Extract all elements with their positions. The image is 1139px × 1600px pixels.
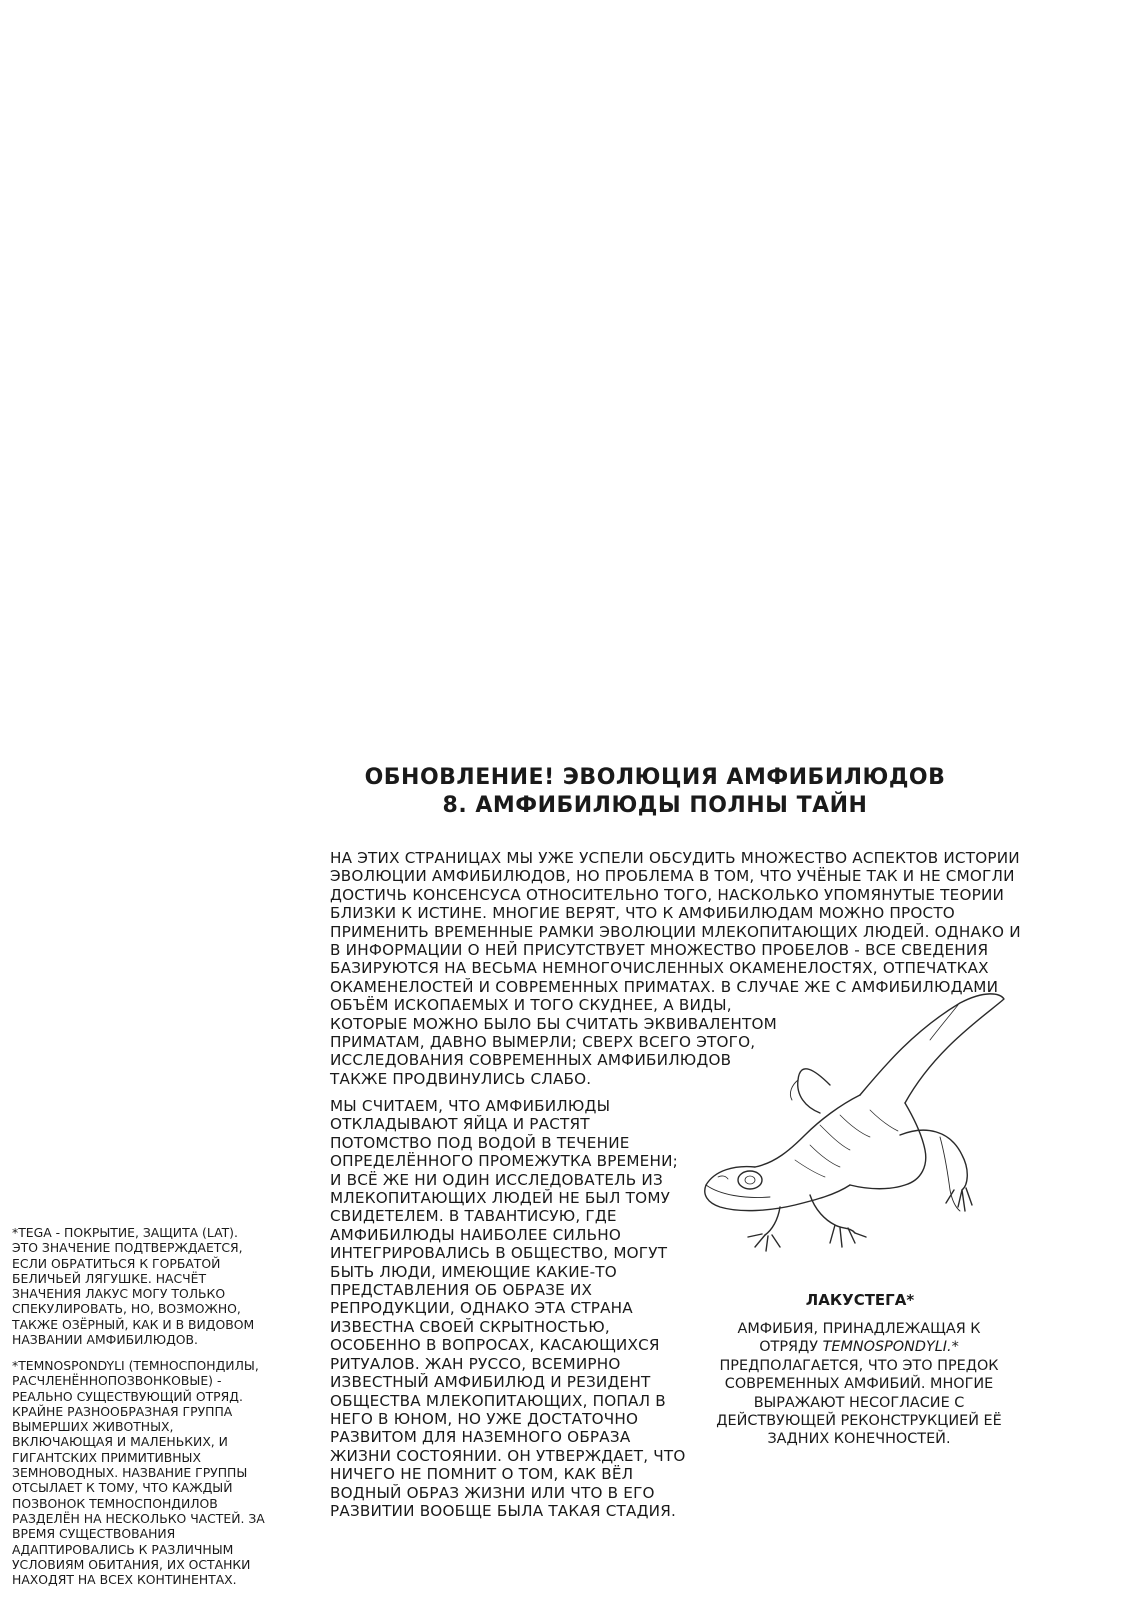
- text-line: НАХОДЯТ НА ВСЕХ КОНТИНЕНТАХ.: [12, 1572, 237, 1588]
- amphibian-illustration-icon: [700, 985, 1010, 1260]
- text-line: ВЫРАЖАЮТ НЕСОГЛАСИЕ С: [753, 1394, 965, 1411]
- text-line: АМФИБИЛЮДЫ НАИБОЛЕЕ СИЛЬНО: [330, 1225, 621, 1244]
- text-line: НИЧЕГО НЕ ПОМНИТ О ТОМ, КАК ВЁЛ: [330, 1465, 634, 1484]
- text-line: МЛЕКОПИТАЮЩИХ ЛЮДЕЙ НЕ БЫЛ ТОМУ: [330, 1189, 671, 1208]
- text-line: [700, 1338, 1018, 1356]
- text-line: ИЗВЕСТНЫЙ АМФИБИЛЮД И РЕЗИДЕНТ: [330, 1373, 651, 1392]
- text-line: И ВСЁ ЖЕ НИ ОДИН ИССЛЕДОВАТЕЛЬ ИЗ: [330, 1170, 663, 1189]
- text-line: ПРЕДПОЛАГАЕТСЯ, ЧТО ЭТО ПРЕДОК: [719, 1357, 999, 1374]
- text-line: ТАКЖЕ ПРОДВИНУЛИСЬ СЛАБО.: [330, 1069, 592, 1088]
- text-line: СВИДЕТЕЛЕМ. В ТАВАНТИСУЮ, ГДЕ: [330, 1207, 617, 1226]
- text-line: ЭВОЛЮЦИИ АМФИБИЛЮДОВ, НО ПРОБЛЕМА В ТОМ, ЧТО УЧЁНЫЕ ТАК И НЕ СМОГЛИ: [330, 867, 1015, 886]
- latin-term: TEMNOSPONDYLI.*: [822, 1339, 959, 1356]
- text-line: МЫ СЧИТАЕМ, ЧТО АМФИБИЛЮДЫ: [330, 1097, 611, 1115]
- footnote-temnospondyli: [12, 1358, 265, 1587]
- text-line: ОБЪЁМ ИСКОПАЕМЫХ И ТОГО СКУДНЕЕ, А ВИДЫ,: [330, 996, 732, 1015]
- text-line: ПРЕДСТАВЛЕНИЯ ОБ ОБРАЗЕ ИХ: [330, 1281, 593, 1300]
- text-line: ПОТОМСТВО ПОД ВОДОЙ В ТЕЧЕНИЕ: [330, 1133, 630, 1152]
- text-line: БЫТЬ ЛЮДИ, ИМЕЮЩИЕ КАКИЕ-ТО: [330, 1262, 617, 1281]
- text-line: ОТКЛАДЫВАЮТ ЯЙЦА И РАСТЯТ: [330, 1115, 590, 1134]
- text-line: СПЕКУЛИРОВАТЬ, НО, ВОЗМОЖНО,: [12, 1301, 241, 1317]
- text-line: В ИНФОРМАЦИИ О НЕЙ ПРИСУТСТВУЕТ МНОЖЕСТВО ПРОБЕЛОВ - ВСЕ СВЕДЕНИЯ: [330, 941, 989, 960]
- text-line: ИНТЕГРИРОВАЛИСЬ В ОБЩЕСТВО, МОГУТ: [330, 1244, 668, 1263]
- text-line: РАЗВИТОМ ДЛЯ НАЗЕМНОГО ОБРАЗА: [330, 1428, 631, 1447]
- body-paragraph-2: [330, 1097, 686, 1520]
- text-line: ЭТО ЗНАЧЕНИЕ ПОДТВЕРЖДАЕТСЯ,: [12, 1240, 243, 1256]
- text-line: ЗНАЧЕНИЯ ЛАКУС МОГУ ТОЛЬКО: [12, 1286, 226, 1302]
- text-line: *TEGA - ПОКРЫТИЕ, ЗАЩИТА (LAT).: [12, 1225, 238, 1240]
- text-line: РАЗВИТИИ ВООБЩЕ БЫЛА ТАКАЯ СТАДИЯ.: [330, 1501, 677, 1520]
- text-line: ОСОБЕННО В ВОПРОСАХ, КАСАЮЩИХСЯ: [330, 1336, 660, 1355]
- text-line: АДАПТИРОВАЛИСЬ К РАЗЛИЧНЫМ: [12, 1541, 234, 1557]
- text-line: НАЗВАНИИ АМФИБИЛЮДОВ.: [12, 1332, 198, 1348]
- text-line: ВРЕМЯ СУЩЕСТВОВАНИЯ: [12, 1526, 176, 1542]
- text-line: ЖИЗНИ СОСТОЯНИИ. ОН УТВЕРЖДАЕТ, ЧТО: [330, 1446, 686, 1465]
- text-line: ОТСЫЛАЕТ К ТОМУ, ЧТО КАЖДЫЙ: [12, 1480, 233, 1496]
- text-line: ПРИМАТАМ, ДАВНО ВЫМЕРЛИ; СВЕРХ ВСЕГО ЭТОГО,: [330, 1033, 756, 1052]
- text-line: ТАКЖЕ ОЗЁРНЫЙ, КАК И В ВИДОВОМ: [12, 1316, 255, 1332]
- text-line: ВОДНЫЙ ОБРАЗ ЖИЗНИ ИЛИ ЧТО В ЕГО: [330, 1483, 655, 1502]
- text-line: ИССЛЕДОВАНИЯ СОВРЕМЕННЫХ АМФИБИЛЮДОВ: [330, 1051, 732, 1070]
- text-line: ЗЕМНОВОДНЫХ. НАЗВАНИЕ ГРУППЫ: [12, 1465, 248, 1481]
- text-line: ДОСТИЧЬ КОНСЕНСУСА ОТНОСИТЕЛЬНО ТОГО, НАСКОЛЬКО УПОМЯНУТЫЕ ТЕОРИИ: [330, 885, 1005, 904]
- text-line: КОТОРЫЕ МОЖНО БЫЛО БЫ СЧИТАТЬ ЭКВИВАЛЕНТОМ: [330, 1014, 777, 1033]
- text-line: ПРИМЕНИТЬ ВРЕМЕННЫЕ РАМКИ ЭВОЛЮЦИИ МЛЕКОПИТАЮЩИХ ЛЮДЕЙ. ОДНАКО И: [330, 922, 1021, 941]
- text-line: ДЕЙСТВУЮЩЕЙ РЕКОНСТРУКЦИЕЙ ЕЁ: [716, 1413, 1002, 1430]
- text-line: БАЗИРУЮТСЯ НА ВЕСЬМА НЕМНОГОЧИСЛЕННЫХ ОКАМЕНЕЛОСТЯХ, ОТПЕЧАТКАХ: [330, 959, 989, 978]
- text-line: АМФИБИЯ, ПРИНАДЛЕЖАЩАЯ К: [737, 1321, 981, 1337]
- text-line: СОВРЕМЕННЫХ АМФИБИЙ. МНОГИЕ: [724, 1376, 994, 1393]
- illustration-caption: [700, 1320, 1018, 1449]
- text-line: *TEMNOSPONDYLI (ТЕМНОСПОНДИЛЫ,: [12, 1358, 259, 1373]
- text-line: ОПРЕДЕЛЁННОГО ПРОМЕЖУТКА ВРЕМЕНИ;: [330, 1152, 678, 1171]
- text-line: БЕЛИЧЬЕЙ ЛЯГУШКЕ. НАСЧЁТ: [12, 1270, 207, 1286]
- text-line: ПОЗВОНОК ТЕМНОСПОНДИЛОВ: [12, 1495, 218, 1511]
- text-line: ЗАДНИХ КОНЕЧНОСТЕЙ.: [767, 1431, 951, 1448]
- text-line: ОКАМЕНЕЛОСТЕЙ И СОВРЕМЕННЫХ ПРИМАТАХ. В СЛУЧАЕ ЖЕ С АМФИБИЛЮДАМИ: [330, 977, 999, 996]
- text-line: ЕСЛИ ОБРАТИТЬСЯ К ГОРБАТОЙ: [12, 1255, 221, 1271]
- text-line: НЕГО В ЮНОМ, НО УЖЕ ДОСТАТОЧНО: [330, 1409, 639, 1428]
- text-line: РАЗДЕЛЁН НА НЕСКОЛЬКО ЧАСТЕЙ. ЗА: [12, 1510, 265, 1526]
- text-line: НА ЭТИХ СТРАНИЦАХ МЫ УЖЕ УСПЕЛИ ОБСУДИТЬ МНОЖЕСТВО АСПЕКТОВ ИСТОРИИ: [330, 849, 1020, 867]
- text-line: ИЗВЕСТНА СВОЕЙ СКРЫТНОСТЬЮ,: [330, 1317, 610, 1336]
- text-line: РИТУАЛОВ. ЖАН РУССО, ВСЕМИРНО: [330, 1354, 621, 1373]
- text-line: БЛИЗКИ К ИСТИНЕ. МНОГИЕ ВЕРЯТ, ЧТО К АМФИБИЛЮДАМ МОЖНО ПРОСТО: [330, 904, 955, 923]
- page-subtitle: 8. АМФИБИЛЮДЫ ПОЛНЫ ТАЙН: [442, 793, 868, 818]
- text-line: УСЛОВИЯМ ОБИТАНИЯ, ИХ ОСТАНКИ: [12, 1556, 251, 1572]
- page-title: ОБНОВЛЕНИЕ! ЭВОЛЮЦИЯ АМФИБИЛЮДОВ: [364, 765, 946, 790]
- text-line: РЕАЛЬНО СУЩЕСТВУЮЩИЙ ОТРЯД.: [12, 1388, 243, 1404]
- caption-title: ЛАКУСТЕГА*: [805, 1291, 915, 1309]
- text-line: ВЫМЕРШИХ ЖИВОТНЫХ,: [12, 1419, 174, 1435]
- text-line: КРАЙНЕ РАЗНООБРАЗНАЯ ГРУППА: [12, 1403, 233, 1419]
- text-line: ГИГАНТСКИХ ПРИМИТИВНЫХ: [12, 1449, 201, 1465]
- text-line: ОБЩЕСТВА МЛЕКОПИТАЮЩИХ, ПОПАЛ В: [330, 1391, 666, 1410]
- text-line: ВКЛЮЧАЮЩАЯ И МАЛЕНЬКИХ, И: [12, 1434, 228, 1450]
- text-line: РЕПРОДУКЦИИ, ОДНАКО ЭТА СТРАНА: [330, 1299, 633, 1318]
- footnote-tega: [12, 1225, 254, 1347]
- text-span: ОТРЯДУ: [759, 1339, 823, 1356]
- text-line: РАСЧЛЕНЁННОПОЗВОНКОВЫЕ) -: [12, 1373, 222, 1389]
